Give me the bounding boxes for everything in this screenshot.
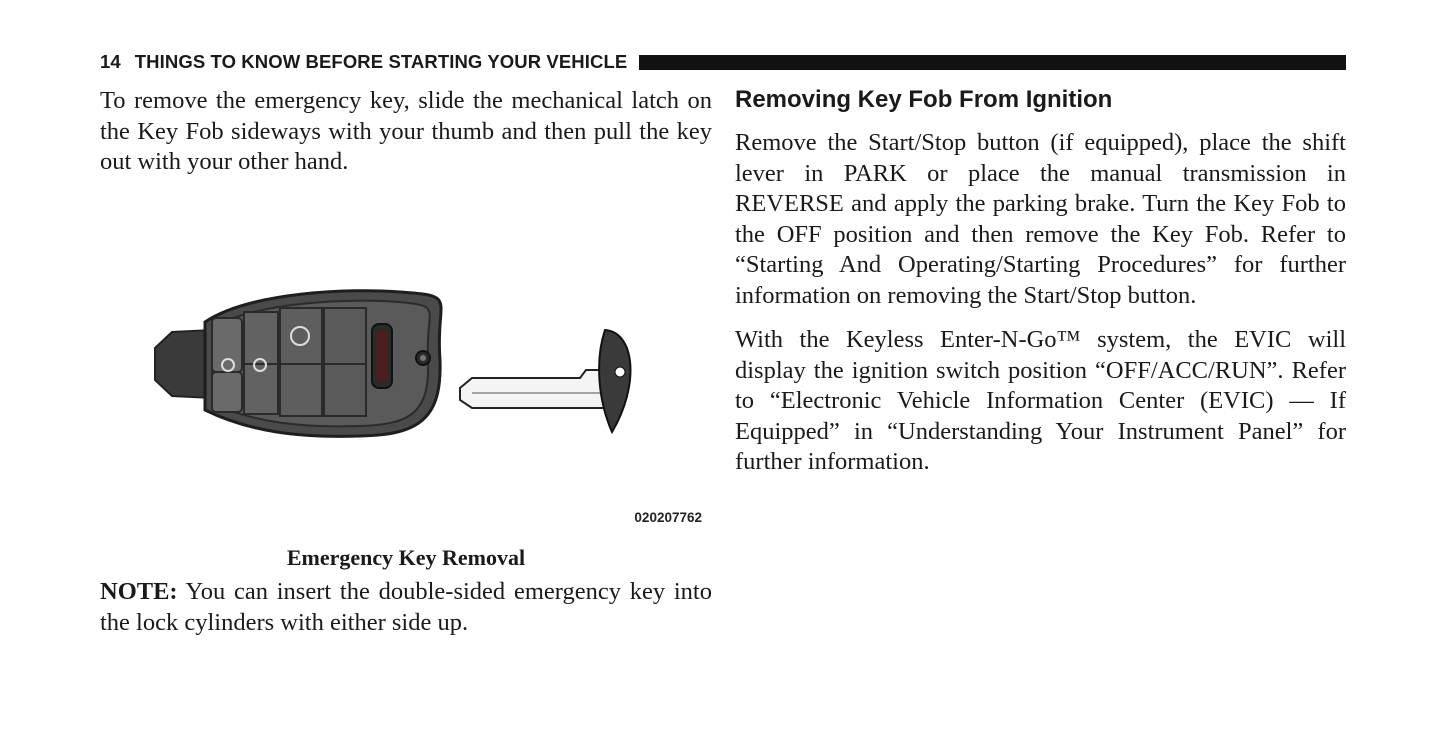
left-column xyxy=(100,86,712,178)
page-number: 14 xyxy=(100,51,121,72)
note-label: NOTE: xyxy=(100,578,178,605)
emergency-key xyxy=(460,330,630,432)
note-text: You can insert the double-sided emergency key into the lock cylinders with either side up. xyxy=(100,578,712,636)
figure-caption: Emergency Key Removal xyxy=(286,545,526,570)
note-block xyxy=(100,577,712,638)
section-heading: Removing Key Fob From Ignition xyxy=(735,86,1113,113)
key-fob xyxy=(155,291,441,437)
chapter-title: THINGS TO KNOW BEFORE STARTING YOUR VEHICLE xyxy=(134,51,628,72)
right-column xyxy=(735,84,1346,478)
intro-paragraph: To remove the emergency key, slide the mechanical latch on the Key Fob sideways with your thumb and then pull the key out with your other hand. xyxy=(100,87,712,175)
page-header xyxy=(100,50,1346,74)
figure-id: 020207762 xyxy=(634,510,702,525)
key-fob-illustration xyxy=(100,200,712,540)
paragraph: Remove the Start/Stop button (if equipped), place the shift lever in PARK or place the manual transmission in REVERSE and apply the parking brake. Turn the Key Fob to the OFF position and then remove the Key Fob. Refer to “Starting And Operating/Starting Procedures” for further information on removing the Start/Stop button. xyxy=(735,129,1346,309)
header-rule xyxy=(639,55,1346,70)
header-text xyxy=(100,51,627,73)
paragraph: With the Keyless Enter-N-Go™ system, the EVIC will display the ignition switch position “OFF/ACC/RUN”. Refer to “Electronic Vehicle Information Center (EVIC) — If Equipped” in “Understanding Your Instrument Panel” for further information. xyxy=(735,326,1346,475)
emergency-key-figure xyxy=(100,200,712,540)
